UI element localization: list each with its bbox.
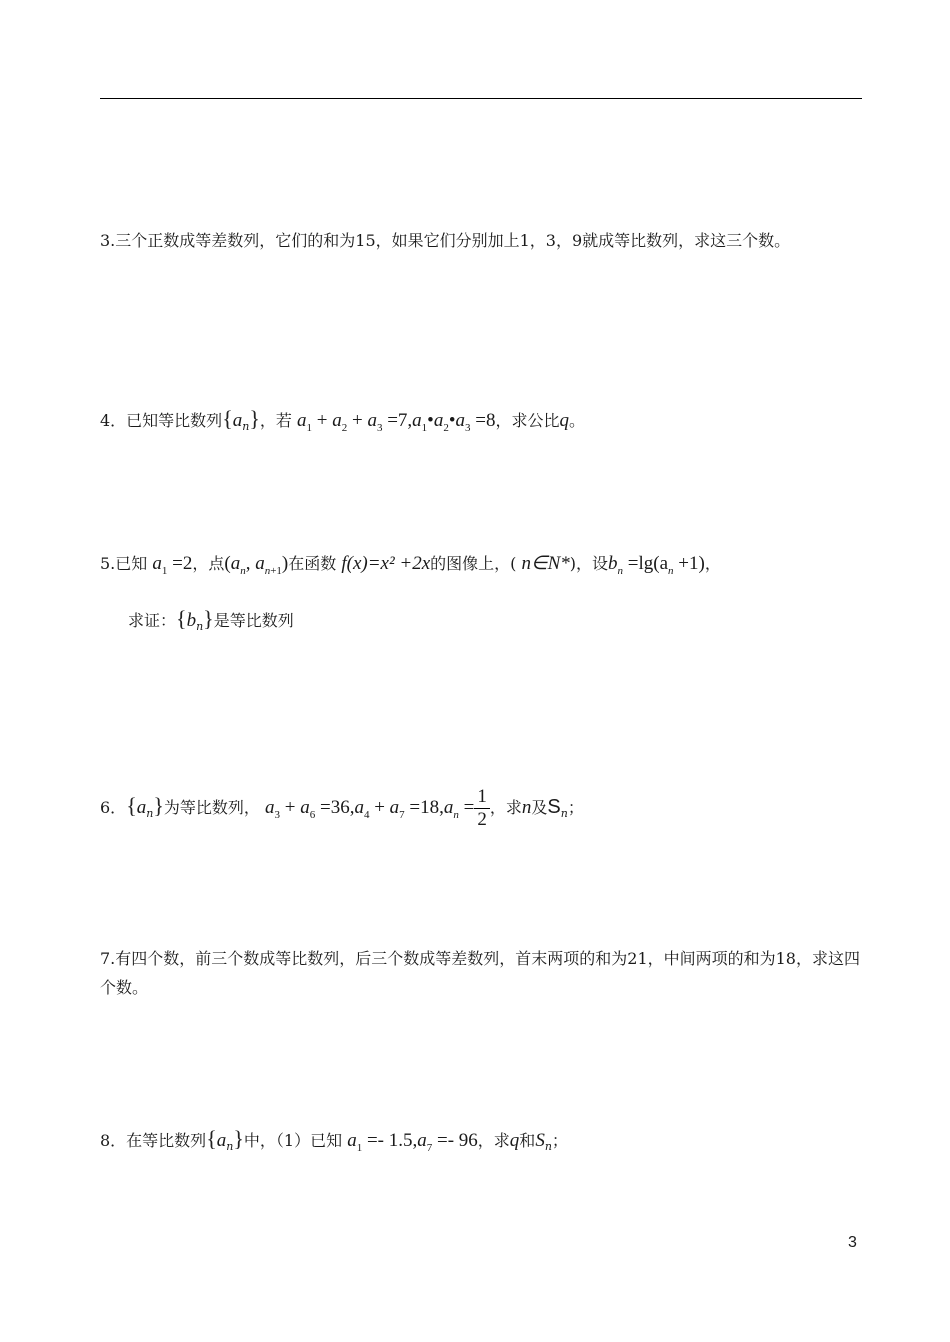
problem-4-condition: $a_1 + a_2 + a_3$ $=7,a_1•a_2•a_3 =8$ bbox=[297, 410, 496, 434]
problem-5-prefix: 5.已知 bbox=[100, 554, 148, 573]
problem-5-bn-def: $b_n =\lg(a_n +1)$ bbox=[608, 553, 705, 577]
problem-8-prefix: 8．在等比数列 bbox=[100, 1131, 207, 1150]
problem-5-a1: $a_1 =2$ bbox=[152, 553, 193, 577]
problem-8: 8．在等比数列$\{a_n\}$中，（1）已知 $a_1 =- 1.5,a_7 =- 96$，求q和$S_n$； bbox=[100, 1126, 568, 1154]
problem-4-ask: ，求公比 bbox=[495, 411, 560, 430]
problem-6: 6．$\{a_n\}$为等比数列， $a_3 + a_6 =36,a_4 + a_7 =18,a_n$ = $\frac{1}{2}$ ，求n及$S_n$； bbox=[100, 786, 584, 830]
page-number: 3 bbox=[848, 1234, 857, 1251]
fraction-one-half: $\frac{1}{2}$ bbox=[474, 786, 490, 831]
problem-3-text: 3.三个正数成等差数列，它们的和为15，如果它们分别加上1，3，9就成等比数列，求这三个数。 bbox=[100, 231, 791, 250]
problem-7 bbox=[100, 944, 862, 1002]
problem-6-conditions: $a_3 + a_6 =36,a_4 + a_7 =18,a_n$ = bbox=[265, 797, 475, 821]
sum-S: S bbox=[547, 796, 561, 818]
problem-5-function: f(x)=x² +2x bbox=[341, 553, 431, 574]
var-q: q bbox=[559, 410, 569, 431]
problem-5-line-1: 5.已知 $a_1 =2$，点($a_n$, $a_{n+1}$)在函数 f(x)=x² +2x的图像上，( n∈N*)，设$b_n =\lg(a_n +1)$， bbox=[100, 553, 721, 577]
header-rule bbox=[100, 98, 862, 99]
problem-4-if: ，若 bbox=[259, 411, 292, 430]
problem-4-prefix: 4．已知等比数列 bbox=[100, 411, 223, 430]
problem-5-point: ($a_n$, $a_{n+1}$) bbox=[224, 553, 289, 577]
problem-3 bbox=[100, 226, 862, 255]
problem-4: 4．已知等比数列$\{a_n\}$，若 $a_1 + a_2 + a_3$ $=7,a_1•a_2•a_3 =8$，求公比q。 bbox=[100, 406, 585, 434]
problem-5-domain: n∈N* bbox=[521, 553, 570, 574]
seq-a: a bbox=[232, 410, 243, 431]
problem-6-prefix: 6． bbox=[100, 798, 127, 817]
problem-8-conditions: $a_1 =- 1.5,a_7 =- 96$ bbox=[347, 1130, 478, 1154]
problem-5-line-2: 求证：$\{b_n\}$是等比数列 bbox=[128, 606, 294, 634]
problem-7-text: 7.有四个数，前三个数成等比数列，后三个数成等差数列，首末两项的和为21，中间两项的和为18，求这四个数。 bbox=[100, 949, 860, 997]
problem-5-prove: 求证： bbox=[128, 611, 177, 630]
